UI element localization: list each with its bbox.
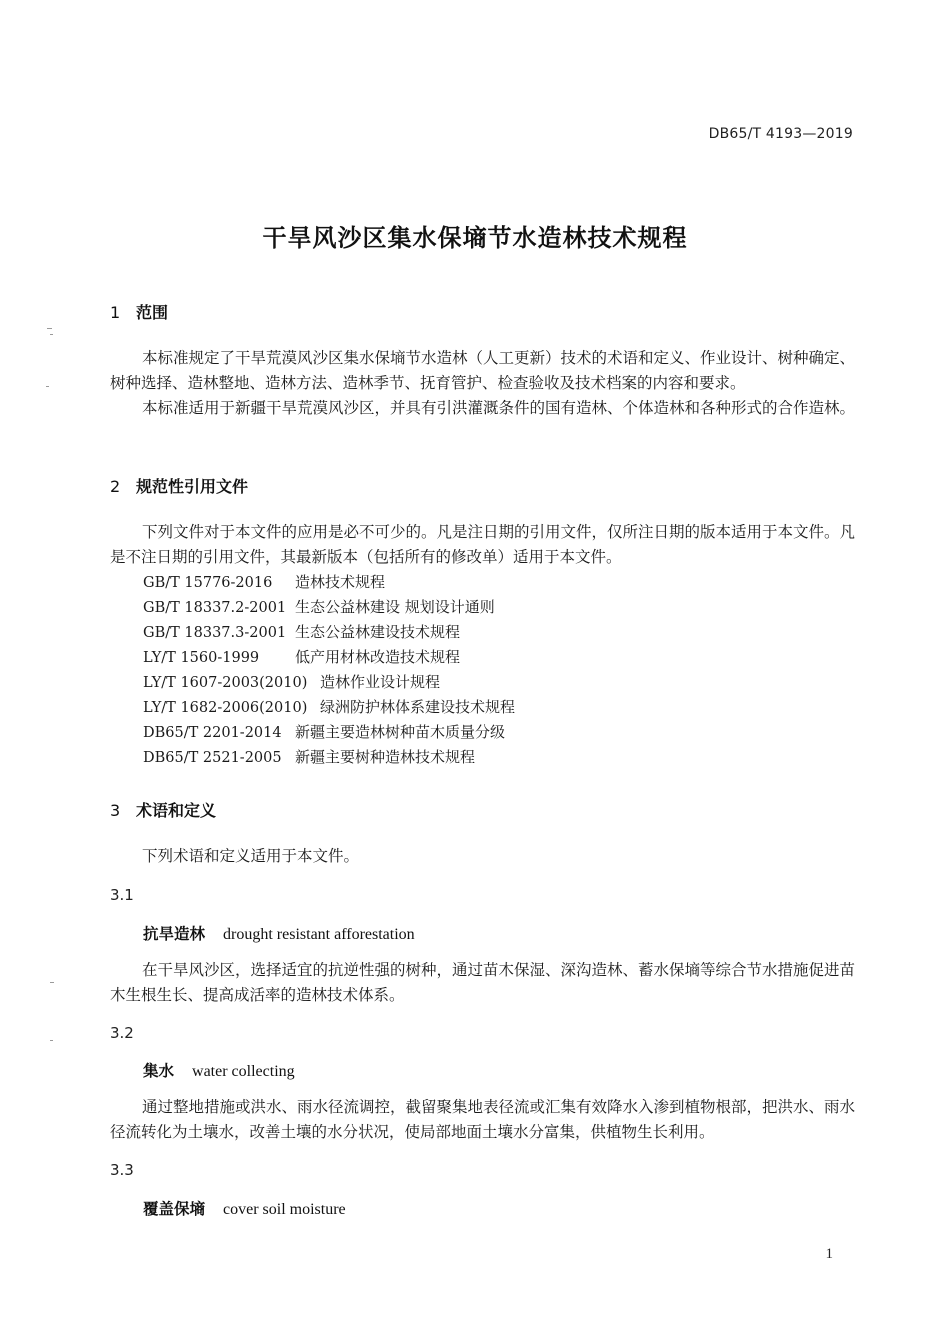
reference-code: LY/T 1682-2006(2010) — [143, 700, 308, 716]
reference-item — [143, 670, 515, 695]
reference-item — [143, 645, 515, 670]
term-number: 3.2 — [110, 1024, 134, 1042]
term-heading — [143, 1059, 295, 1081]
paragraph-text: 下列文件对于本文件的应用是必不可少的。凡是注日期的引用文件，仅所注日期的版本适用于本文件。凡是不注日期的引用文件，其最新版本（包括所有的修改单）适用于本文件。 — [110, 523, 856, 566]
scan-mark — [46, 386, 49, 387]
reference-item — [143, 570, 515, 595]
term-english: water collecting — [192, 1063, 295, 1080]
term-english: drought resistant afforestation — [223, 926, 415, 943]
section-number: 1 — [110, 303, 121, 322]
scan-mark — [50, 1040, 53, 1041]
term-heading — [143, 1197, 346, 1219]
document-number: DB65/T 4193—2019 — [708, 126, 853, 142]
paragraph-text: 在干旱风沙区，选择适宜的抗逆性强的树种，通过苗木保湿、深沟造林、蓄水保墒等综合节水措施促进苗木生根生长、提高成活率的造林技术体系。 — [110, 961, 856, 1004]
reference-title: 新疆主要造林树种苗木质量分级 — [295, 723, 506, 741]
scope-paragraph-2 — [110, 396, 855, 421]
section-title: 规范性引用文件 — [136, 477, 249, 496]
reference-item — [143, 620, 515, 645]
reference-title: 低产用材林改造技术规程 — [295, 648, 461, 666]
section-heading-terms-definitions — [110, 798, 216, 821]
scope-paragraph-1 — [110, 346, 855, 396]
reference-code: DB65/T 2521-2005 — [143, 750, 282, 766]
reference-item — [143, 745, 515, 770]
term-chinese: 抗旱造林 — [143, 925, 206, 943]
term-definition — [110, 1095, 855, 1145]
reference-title: 生态公益林建设技术规程 — [295, 623, 461, 641]
page-number: 1 — [825, 1246, 833, 1262]
term-english: cover soil moisture — [223, 1201, 346, 1218]
reference-code: GB/T 15776-2016 — [143, 575, 273, 591]
term-definition — [110, 958, 855, 1008]
reference-item — [143, 695, 515, 720]
reference-item — [143, 720, 515, 745]
section-title: 术语和定义 — [136, 801, 217, 820]
scan-mark — [50, 334, 53, 335]
section-number: 2 — [110, 477, 121, 496]
document-title: 干旱风沙区集水保墒节水造林技术规程 — [262, 224, 688, 252]
term-number: 3.3 — [110, 1161, 134, 1179]
reference-code: GB/T 18337.2-2001 — [143, 600, 287, 616]
paragraph-text: 本标准适用于新疆干旱荒漠风沙区，并具有引洪灌溉条件的国有造林、个体造林和各种形式的合作造林。 — [142, 399, 856, 417]
reference-list — [143, 570, 515, 770]
section-title: 范围 — [136, 303, 169, 322]
paragraph-text: 下列术语和定义适用于本文件。 — [142, 847, 360, 865]
reference-item — [143, 595, 515, 620]
reference-title: 绿洲防护林体系建设技术规程 — [320, 698, 516, 716]
term-heading — [143, 922, 415, 944]
references-intro-paragraph — [110, 520, 855, 570]
reference-title: 造林技术规程 — [295, 573, 386, 591]
scan-mark — [50, 982, 54, 983]
scan-mark — [47, 328, 52, 329]
section-heading-scope — [110, 300, 168, 323]
section-number: 3 — [110, 801, 121, 820]
section-heading-normative-references — [110, 474, 248, 497]
paragraph-text: 通过整地措施或洪水、雨水径流调控，截留聚集地表径流或汇集有效降水入渗到植物根部，把洪水、雨水径流转化为土壤水，改善土壤的水分状况，使局部地面土壤水分富集，供植物生长利用。 — [110, 1098, 856, 1141]
term-number: 3.1 — [110, 886, 134, 904]
reference-title: 新疆主要树种造林技术规程 — [295, 748, 476, 766]
paragraph-text: 本标准规定了干旱荒漠风沙区集水保墒节水造林（人工更新）技术的术语和定义、作业设计、树种确定、树种选择、造林整地、造林方法、造林季节、抚育管护、检查验收及技术档案的内容和要求。 — [110, 349, 856, 392]
term-chinese: 集水 — [143, 1062, 175, 1080]
reference-code: GB/T 18337.3-2001 — [143, 625, 287, 641]
reference-code: LY/T 1607-2003(2010) — [143, 675, 308, 691]
terms-intro-paragraph — [110, 844, 855, 869]
reference-code: LY/T 1560-1999 — [143, 650, 260, 666]
term-chinese: 覆盖保墒 — [143, 1200, 206, 1218]
reference-title: 生态公益林建设 规划设计通则 — [295, 598, 495, 616]
reference-title: 造林作业设计规程 — [320, 673, 441, 691]
reference-code: DB65/T 2201-2014 — [143, 725, 282, 741]
